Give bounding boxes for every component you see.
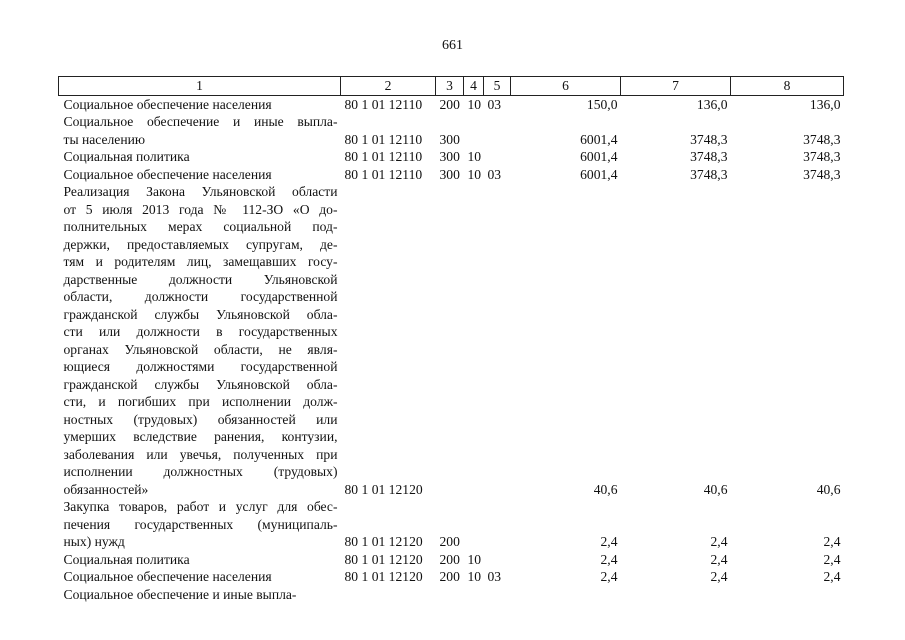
row-code: 80 1 01 12110 xyxy=(344,149,423,164)
row-name xyxy=(59,95,341,113)
row-col4: 10 xyxy=(467,149,482,164)
row-name-line: органах Ульяновской области, не явля- xyxy=(63,341,338,357)
row-name xyxy=(59,183,341,498)
row-col5: 03 xyxy=(487,569,502,584)
table-row xyxy=(59,183,844,498)
row-value-7: 3748,3 xyxy=(690,166,728,182)
header-cell-5: 5 xyxy=(484,77,511,96)
row-value-8 xyxy=(731,586,844,604)
row-name-line: от 5 июля 2013 года № 112-ЗО «О до- xyxy=(63,201,338,217)
row-col3: 300 xyxy=(439,166,460,182)
row-name xyxy=(59,498,341,551)
row-col5: 03 xyxy=(487,96,502,112)
row-col5 xyxy=(484,148,511,166)
row-name-line: Реализация Закона Ульяновской области xyxy=(63,184,338,199)
row-code: 80 1 01 12120 xyxy=(344,534,423,549)
row-value-7: 2,4 xyxy=(710,534,728,549)
row-value-7: 136,0 xyxy=(696,96,728,112)
table-row xyxy=(59,95,844,113)
table-body xyxy=(59,95,844,603)
row-code: 80 1 01 12110 xyxy=(344,96,423,112)
row-name-line: тям и родителям лиц, замещавших госу- xyxy=(63,254,338,269)
table-row xyxy=(59,148,844,166)
row-value-6: 40,6 xyxy=(593,481,618,497)
row-name-line: заболевания или увечья, полученных при xyxy=(63,446,338,462)
table-header xyxy=(59,77,844,96)
row-value-6: 6001,4 xyxy=(580,149,618,164)
row-value-8: 2,4 xyxy=(823,569,841,584)
row-col4: 10 xyxy=(467,96,482,112)
row-value-8: 2,4 xyxy=(823,534,841,549)
row-name xyxy=(59,113,341,148)
row-name-line: печения государственных (муниципаль- xyxy=(63,516,338,532)
table-row xyxy=(59,113,844,148)
header-cell-3: 3 xyxy=(436,77,464,96)
row-name-line: ющиеся должностями государственной xyxy=(63,359,338,374)
row-value-7: 3748,3 xyxy=(690,149,728,164)
row-code: 80 1 01 12110 xyxy=(344,131,423,147)
row-name-line: держки, предоставляемых супругам, де- xyxy=(63,236,338,252)
page-number: 661 xyxy=(442,38,463,53)
row-code: 80 1 01 12120 xyxy=(344,569,423,584)
row-code: 80 1 01 12110 xyxy=(344,166,423,182)
row-name xyxy=(59,568,341,586)
row-value-8: 136,0 xyxy=(809,96,841,112)
row-name-line: области, должности государственной xyxy=(63,289,338,304)
row-value-8: 3748,3 xyxy=(803,149,841,164)
row-value-7 xyxy=(621,586,731,604)
row-value-8: 2,4 xyxy=(823,551,841,567)
row-value-8: 3748,3 xyxy=(803,131,841,147)
row-col3: 300 xyxy=(439,149,460,164)
row-name-line: гражданской службы Ульяновской обла- xyxy=(63,376,338,392)
row-name xyxy=(59,586,341,604)
row-value-6: 6001,4 xyxy=(580,166,618,182)
row-name-line: ностных (трудовых) обязанностей или xyxy=(63,411,338,427)
row-value-7: 3748,3 xyxy=(690,131,728,147)
header-cell-8: 8 xyxy=(731,77,844,96)
row-value-8: 3748,3 xyxy=(803,166,841,182)
row-col4 xyxy=(464,113,484,148)
row-col3: 200 xyxy=(439,534,460,549)
row-col3: 200 xyxy=(439,569,460,584)
row-value-6: 2,4 xyxy=(600,534,618,549)
row-name-line: сти, и погибших при исполнении долж- xyxy=(63,394,338,409)
row-value-8: 40,6 xyxy=(816,481,841,497)
table-row xyxy=(59,568,844,586)
row-name-line: полнительных мерах социальной под- xyxy=(63,219,338,234)
row-name-line: умерших вследствие ранения, контузии, xyxy=(63,429,338,444)
row-name-line: Социальное обеспечение населения xyxy=(63,166,272,182)
table-row xyxy=(59,166,844,184)
header-cell-6: 6 xyxy=(511,77,621,96)
row-col4 xyxy=(464,183,484,498)
row-value-6 xyxy=(511,586,621,604)
row-value-7: 2,4 xyxy=(710,551,728,567)
row-col3: 200 xyxy=(439,551,460,567)
row-col3 xyxy=(436,586,464,604)
row-col5 xyxy=(484,498,511,551)
row-name-line: ных) нужд xyxy=(63,534,125,549)
row-name xyxy=(59,148,341,166)
row-value-6: 150,0 xyxy=(586,96,618,112)
row-value-6: 2,4 xyxy=(600,551,618,567)
header-cell-2: 2 xyxy=(341,77,436,96)
row-col4 xyxy=(464,498,484,551)
row-value-6: 2,4 xyxy=(600,569,618,584)
row-name-line: гражданской службы Ульяновской обла- xyxy=(63,306,338,322)
row-col3: 200 xyxy=(439,96,460,112)
row-col3: 300 xyxy=(439,131,460,147)
table-row xyxy=(59,551,844,569)
row-code: 80 1 01 12120 xyxy=(344,551,423,567)
table-row xyxy=(59,498,844,551)
row-col4: 10 xyxy=(467,166,482,182)
row-col5 xyxy=(484,586,511,604)
row-name-line: сти или должности в государственных xyxy=(63,324,338,339)
header-cell-4: 4 xyxy=(464,77,484,96)
header-cell-1: 1 xyxy=(59,77,341,96)
row-name-line: обязанностей» xyxy=(63,481,149,497)
row-value-7: 2,4 xyxy=(710,569,728,584)
row-name-line: Социальная политика xyxy=(63,149,190,164)
row-code xyxy=(341,586,436,604)
row-col3 xyxy=(436,183,464,498)
row-col4 xyxy=(464,586,484,604)
row-col5 xyxy=(484,551,511,569)
row-col4: 10 xyxy=(467,551,482,567)
row-name-line: Социальное обеспечение и иные выпла- xyxy=(63,586,297,602)
row-code: 80 1 01 12120 xyxy=(344,481,423,497)
row-name-line: Социальная политика xyxy=(63,551,190,567)
row-name-line: Закупка товаров, работ и услуг для обес- xyxy=(63,499,338,514)
row-name xyxy=(59,551,341,569)
header-cell-7: 7 xyxy=(621,77,731,96)
row-col5 xyxy=(484,183,511,498)
row-name-line: ты населению xyxy=(63,131,146,147)
row-name-line: исполнении должностных (трудовых) xyxy=(63,464,338,479)
row-name-line: Социальное обеспечение и иные выпла- xyxy=(63,114,338,129)
budget-table xyxy=(58,76,844,603)
row-name-line: Социальное обеспечение населения xyxy=(63,96,272,112)
row-col5: 03 xyxy=(487,166,502,182)
row-value-6: 6001,4 xyxy=(580,131,618,147)
row-value-7: 40,6 xyxy=(703,481,728,497)
table-row xyxy=(59,586,844,604)
row-name-line: Социальное обеспечение населения xyxy=(63,569,272,584)
row-col4: 10 xyxy=(467,569,482,584)
row-name xyxy=(59,166,341,184)
row-col5 xyxy=(484,113,511,148)
row-name-line: дарственные должности Ульяновской xyxy=(63,271,338,287)
header-row xyxy=(59,77,844,96)
